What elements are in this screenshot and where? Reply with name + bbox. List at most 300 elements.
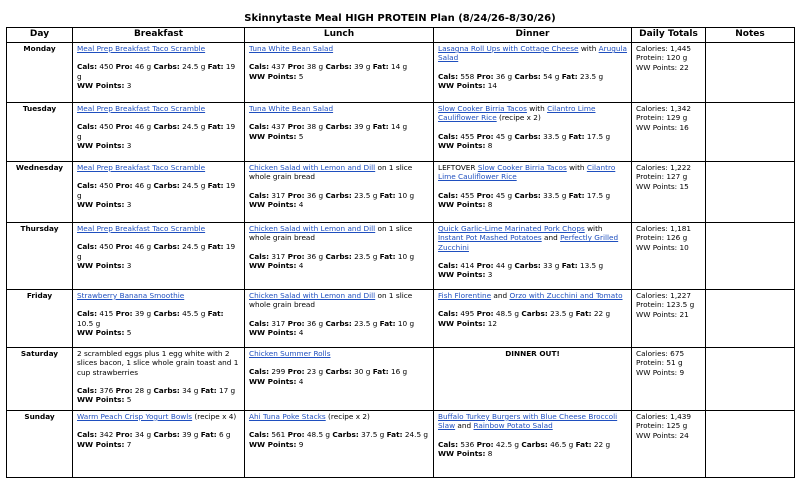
total-calories [636, 349, 701, 358]
day-name: Friday [7, 289, 73, 347]
pro-label: Pro: [476, 131, 494, 141]
ww-label: WW Points: [249, 200, 297, 210]
notes-cell[interactable] [706, 222, 795, 289]
protein-label: Protein: [636, 233, 665, 243]
meal-description [77, 44, 240, 53]
fat-value: 13.5 g [579, 261, 604, 271]
header-day: Day [7, 28, 73, 43]
pro-value: 23 g [306, 367, 324, 377]
ww-line [77, 81, 240, 90]
pro-value: 48.5 g [495, 309, 520, 319]
recipe-link[interactable]: Meal Prep Breakfast Taco Scramble [77, 103, 206, 113]
ww-label: WW Points: [77, 328, 125, 338]
fat-label: Fat: [379, 318, 396, 328]
ww-label: WW Points: [77, 141, 125, 151]
dinner-cell [434, 161, 632, 222]
cals-label: Cals: [249, 318, 270, 328]
cals-value: 317 [271, 251, 286, 261]
meal-description [77, 291, 240, 300]
fat-label: Fat: [379, 190, 396, 200]
daily-totals-cell [632, 347, 706, 410]
fat-value: 23.5 g [579, 71, 604, 81]
protein-value: 126 g [666, 233, 688, 243]
carbs-value: 23.5 g [354, 318, 378, 328]
day-row [7, 43, 795, 103]
header-daily-totals: Daily Totals [632, 28, 706, 43]
nutrition-line [438, 132, 627, 141]
recipe-link[interactable]: Cilantro Lime Cauliflower Rice [438, 162, 616, 182]
cals-label: Cals: [77, 62, 98, 72]
carbs-label: Carbs: [521, 309, 548, 319]
carbs-value: 39 g [354, 122, 371, 132]
pro-value: 42.5 g [495, 439, 520, 449]
cals-value: 455 [460, 190, 475, 200]
carbs-label: Carbs: [153, 242, 180, 252]
ww-points-label: WW Points: [636, 242, 678, 252]
carbs-value: 24.5 g [182, 242, 206, 252]
ww-points-label: WW Points: [636, 181, 678, 191]
meal-description [77, 412, 240, 421]
ww-value: 3 [126, 141, 132, 151]
ww-label: WW Points: [438, 318, 486, 328]
notes-cell[interactable] [706, 161, 795, 222]
ww-label: WW Points: [249, 328, 297, 338]
pro-label: Pro: [115, 242, 133, 252]
recipe-link[interactable]: Buffalo Turkey Burgers with Blue Cheese Broccoli Slaw [438, 411, 618, 431]
pro-label: Pro: [287, 430, 305, 440]
recipe-link[interactable]: Perfectly Grilled Zucchini [438, 233, 619, 252]
carbs-label: Carbs: [325, 367, 352, 377]
total-protein [636, 358, 701, 367]
ww-label: WW Points: [438, 141, 486, 151]
recipe-link[interactable]: Chicken Salad with Lemon and Dill [249, 223, 376, 233]
calories-label: Calories: [636, 290, 668, 300]
notes-cell[interactable] [706, 43, 795, 103]
recipe-link[interactable]: Slow Cooker Birria Tacos [438, 103, 527, 113]
nutrition-line [438, 440, 627, 449]
carbs-label: Carbs: [521, 439, 548, 449]
carbs-label: Carbs: [514, 261, 541, 271]
meal-description [438, 163, 627, 182]
pro-value: 36 g [495, 71, 513, 81]
protein-label: Protein: [636, 172, 665, 182]
nutrition-line [77, 62, 240, 81]
total-calories [636, 224, 701, 233]
fat-label: Fat: [200, 386, 217, 396]
meal-description [438, 44, 627, 63]
cals-label: Cals: [249, 122, 270, 132]
fat-label: Fat: [372, 122, 389, 132]
recipe-link[interactable]: Meal Prep Breakfast Taco Scramble [77, 162, 206, 172]
cals-label: Cals: [438, 309, 459, 319]
cals-label: Cals: [77, 430, 98, 440]
pro-label: Pro: [115, 309, 133, 319]
ww-label: WW Points: [249, 376, 297, 386]
carbs-label: Carbs: [325, 318, 352, 328]
meal-description [438, 104, 627, 123]
day-row [7, 161, 795, 222]
ww-points-label: WW Points: [636, 430, 678, 440]
calories-value: 1,439 [670, 411, 692, 421]
nutrition-line [77, 122, 240, 141]
lunch-cell [245, 410, 434, 477]
meal-text: with [566, 162, 587, 172]
cals-value: 376 [99, 386, 114, 396]
carbs-label: Carbs: [325, 251, 352, 261]
daily-totals-cell [632, 289, 706, 347]
meal-description [438, 412, 627, 431]
calories-label: Calories: [636, 411, 668, 421]
protein-value: 51 g [666, 358, 683, 368]
ww-value: 14 [487, 81, 498, 91]
ww-points-label: WW Points: [636, 309, 678, 319]
pro-value: 38 g [306, 122, 324, 132]
dinner-cell [434, 289, 632, 347]
pro-value: 46 g [134, 181, 152, 191]
calories-value: 1,445 [670, 44, 692, 53]
notes-cell[interactable] [706, 410, 795, 477]
ww-line [249, 72, 429, 81]
fat-label: Fat: [386, 430, 403, 440]
pro-value: 36 g [306, 318, 324, 328]
carbs-value: 24.5 g [182, 181, 206, 191]
document-title: Skinnytaste Meal HIGH PROTEIN Plan (8/24/26-8/30/26) [244, 13, 556, 24]
lunch-cell [245, 289, 434, 347]
pro-label: Pro: [476, 71, 494, 81]
day-name: Monday [7, 43, 73, 103]
recipe-link[interactable]: Quick Garlic-Lime Marinated Pork Chops [438, 223, 585, 233]
ww-line [77, 200, 240, 209]
meal-description [438, 291, 627, 300]
pro-value: 46 g [134, 242, 152, 252]
pro-label: Pro: [476, 309, 494, 319]
fat-value: 22 g [593, 439, 611, 449]
cals-label: Cals: [249, 251, 270, 261]
recipe-link[interactable]: Lasagna Roll Ups with Cottage Cheese [438, 44, 579, 53]
recipe-link[interactable]: Ahi Tuna Poke Stacks [249, 411, 326, 421]
nutrition-line [249, 319, 429, 328]
breakfast-cell [73, 410, 245, 477]
daily-totals-cell [632, 161, 706, 222]
ww-line [77, 440, 240, 449]
fat-value: 16 g [390, 367, 408, 377]
carbs-label: Carbs: [514, 131, 541, 141]
meal-text: on 1 slice whole grain bread [249, 223, 413, 243]
fat-label: Fat: [561, 71, 578, 81]
ww-value: 7 [126, 439, 132, 449]
pro-label: Pro: [115, 62, 133, 72]
meal-description [77, 163, 240, 172]
day-row [7, 289, 795, 347]
ww-points-value: 24 [679, 430, 689, 440]
ww-line [77, 395, 240, 404]
meal-text: with [578, 44, 599, 53]
ww-line [438, 141, 627, 150]
recipe-link[interactable]: Cilantro Lime Cauliflower Rice [438, 103, 596, 123]
recipe-link[interactable]: Chicken Salad with Lemon and Dill [249, 162, 376, 172]
meal-text: and [541, 233, 561, 243]
ww-points-label: WW Points: [636, 122, 678, 132]
carbs-label: Carbs: [514, 71, 541, 81]
ww-line [77, 261, 240, 270]
ww-points-value: 9 [679, 367, 685, 377]
carbs-label: Carbs: [153, 62, 180, 72]
total-protein [636, 113, 701, 122]
calories-value: 1,181 [670, 223, 692, 233]
fat-label: Fat: [372, 62, 389, 72]
recipe-link[interactable]: Slow Cooker Birria Tacos [477, 162, 567, 172]
total-protein [636, 300, 701, 309]
cals-value: 455 [460, 131, 475, 141]
pro-label: Pro: [287, 318, 305, 328]
pro-label: Pro: [287, 62, 305, 72]
meal-text: 2 scrambled eggs plus 1 egg white with 2 slices bacon, 1 slice whole grain toast and 1 cup strawberries [77, 348, 239, 377]
total-ww-points [636, 243, 701, 252]
ww-label: WW Points: [249, 71, 297, 81]
fat-label: Fat: [207, 122, 224, 132]
protein-label: Protein: [636, 53, 665, 63]
ww-label: WW Points: [77, 200, 125, 210]
ww-points-value: 16 [679, 122, 689, 132]
day-row [7, 347, 795, 410]
protein-label: Protein: [636, 113, 665, 123]
carbs-value: 34 g [182, 386, 199, 396]
meal-description [249, 349, 429, 358]
carbs-value: 39 g [182, 430, 199, 440]
nutrition-line [249, 252, 429, 261]
breakfast-cell [73, 347, 245, 410]
ww-label: WW Points: [77, 439, 125, 449]
nutrition-line [77, 386, 240, 395]
cals-label: Cals: [77, 309, 98, 319]
pro-value: 46 g [134, 62, 152, 72]
ww-label: WW Points: [77, 261, 125, 271]
protein-value: 127 g [666, 172, 688, 182]
total-calories [636, 412, 701, 421]
total-calories [636, 44, 701, 53]
recipe-link[interactable]: Meal Prep Breakfast Taco Scramble [77, 223, 206, 233]
ww-label: WW Points: [249, 439, 297, 449]
header-lunch: Lunch [245, 28, 434, 43]
total-ww-points [636, 63, 701, 72]
cals-label: Cals: [77, 242, 98, 252]
pro-label: Pro: [287, 251, 305, 261]
total-calories [636, 163, 701, 172]
nutrition-line [77, 242, 240, 261]
carbs-label: Carbs: [514, 190, 541, 200]
notes-cell[interactable] [706, 347, 795, 410]
cals-value: 437 [271, 122, 286, 132]
cals-value: 437 [271, 62, 286, 72]
fat-label: Fat: [200, 430, 217, 440]
recipe-link[interactable]: Chicken Salad with Lemon and Dill [249, 290, 376, 300]
ww-line [249, 328, 429, 337]
ww-line [438, 449, 627, 458]
fat-label: Fat: [568, 131, 585, 141]
ww-value: 4 [298, 376, 304, 386]
fat-value: 19 g [77, 242, 236, 261]
fat-label: Fat: [207, 242, 224, 252]
fat-value: 10.5 g [77, 318, 101, 328]
cals-value: 561 [271, 430, 286, 440]
pro-label: Pro: [115, 386, 133, 396]
lunch-cell [245, 347, 434, 410]
total-protein [636, 172, 701, 181]
recipe-link[interactable]: Strawberry Banana Smoothie [77, 290, 185, 300]
recipe-link[interactable]: Arugula Salad [438, 44, 628, 63]
recipe-link[interactable]: Instant Pot Mashed Potatoes [438, 233, 542, 243]
recipe-link[interactable]: Tuna White Bean Salad [249, 44, 334, 53]
pro-label: Pro: [115, 122, 133, 132]
recipe-link[interactable]: Fish Florentine [438, 290, 492, 300]
carbs-label: Carbs: [325, 62, 352, 72]
fat-value: 19 g [77, 122, 236, 141]
ww-label: WW Points: [249, 261, 297, 271]
ww-label: WW Points: [77, 81, 125, 91]
meal-description [438, 224, 627, 252]
pro-value: 36 g [306, 190, 324, 200]
dinner-out-text: DINNER OUT! [505, 348, 560, 358]
recipe-link[interactable]: Orzo with Zucchini and Tomato [509, 290, 623, 300]
recipe-link[interactable]: Rainbow Potato Salad [473, 421, 553, 431]
carbs-value: 33 g [543, 261, 560, 271]
carbs-value: 33.5 g [543, 131, 567, 141]
recipe-link[interactable]: Tuna White Bean Salad [249, 103, 334, 113]
cals-value: 342 [99, 430, 114, 440]
meal-text: and [491, 290, 510, 300]
fat-value: 14 g [390, 122, 408, 132]
recipe-link[interactable]: Warm Peach Crisp Yogurt Bowls [77, 411, 193, 421]
carbs-value: 46.5 g [550, 439, 574, 449]
nutrition-line [249, 122, 429, 131]
carbs-value: 30 g [354, 367, 371, 377]
fat-label: Fat: [575, 439, 592, 449]
carbs-value: 54 g [543, 71, 560, 81]
nutrition-line [438, 309, 627, 318]
daily-totals-cell [632, 43, 706, 103]
header-dinner: Dinner [434, 28, 632, 43]
fat-label: Fat: [575, 309, 592, 319]
carbs-label: Carbs: [153, 430, 180, 440]
ww-line [249, 440, 429, 449]
dinner-cell [434, 222, 632, 289]
fat-value: 17.5 g [586, 131, 611, 141]
total-ww-points [636, 431, 701, 440]
meal-text: LEFTOVER [438, 162, 478, 172]
pro-label: Pro: [287, 122, 305, 132]
calories-value: 1,222 [670, 162, 692, 172]
ww-value: 4 [298, 200, 304, 210]
total-ww-points [636, 310, 701, 319]
fat-value: 14 g [390, 62, 408, 72]
pro-value: 28 g [134, 386, 152, 396]
pro-value: 44 g [495, 261, 513, 271]
fat-label: Fat: [379, 251, 396, 261]
ww-line [438, 270, 627, 279]
total-protein [636, 421, 701, 430]
day-row [7, 222, 795, 289]
pro-label: Pro: [476, 439, 494, 449]
protein-value: 120 g [666, 53, 688, 63]
pro-value: 46 g [134, 122, 152, 132]
nutrition-line [438, 191, 627, 200]
pro-value: 45 g [495, 131, 513, 141]
carbs-value: 23.5 g [354, 190, 378, 200]
ww-points-label: WW Points: [636, 62, 678, 72]
calories-value: 1,342 [670, 103, 692, 113]
day-row [7, 102, 795, 161]
cals-label: Cals: [249, 430, 270, 440]
ww-points-value: 15 [679, 181, 689, 191]
recipe-link[interactable]: Meal Prep Breakfast Taco Scramble [77, 44, 206, 53]
ww-label: WW Points: [438, 200, 486, 210]
daily-totals-cell [632, 410, 706, 477]
carbs-label: Carbs: [153, 386, 180, 396]
fat-value: 17 g [218, 386, 236, 396]
carbs-value: 45.5 g [182, 309, 206, 319]
recipe-link[interactable]: Chicken Summer Rolls [249, 348, 331, 358]
dinner-cell [434, 102, 632, 161]
total-protein [636, 233, 701, 242]
ww-value: 3 [126, 200, 132, 210]
ww-value: 4 [298, 328, 304, 338]
fat-value: 10 g [397, 190, 415, 200]
cals-value: 299 [271, 367, 286, 377]
ww-line [249, 200, 429, 209]
carbs-value: 39 g [354, 62, 371, 72]
daily-totals-cell [632, 102, 706, 161]
fat-value: 6 g [218, 430, 231, 440]
ww-value: 9 [298, 439, 304, 449]
breakfast-cell [73, 222, 245, 289]
meal-text: (recipe x 4) [192, 411, 237, 421]
meal-text: on 1 slice whole grain bread [249, 162, 413, 182]
ww-value: 5 [298, 71, 304, 81]
pro-value: 48.5 g [306, 430, 331, 440]
notes-cell[interactable] [706, 289, 795, 347]
ww-value: 5 [126, 395, 132, 405]
carbs-value: 23.5 g [354, 251, 378, 261]
fat-value: 17.5 g [586, 190, 611, 200]
carbs-value: 24.5 g [182, 122, 206, 132]
pro-value: 45 g [495, 190, 513, 200]
ww-value: 8 [487, 200, 493, 210]
fat-label: Fat: [207, 181, 224, 191]
nutrition-line [249, 430, 429, 439]
total-calories [636, 104, 701, 113]
meal-description [249, 163, 429, 182]
header-row [7, 28, 795, 43]
ww-value: 8 [487, 141, 493, 151]
meal-text: (recipe x 2) [496, 113, 541, 123]
nutrition-line [249, 367, 429, 376]
ww-label: WW Points: [249, 131, 297, 141]
fat-label: Fat: [207, 309, 224, 319]
meal-description [249, 412, 429, 421]
lunch-cell [245, 102, 434, 161]
ww-points-label: WW Points: [636, 367, 678, 377]
calories-label: Calories: [636, 162, 668, 172]
protein-value: 125 g [666, 421, 688, 431]
cals-value: 450 [99, 62, 114, 72]
cals-value: 536 [460, 439, 475, 449]
nutrition-line [438, 261, 627, 270]
ww-line [438, 200, 627, 209]
cals-label: Cals: [77, 386, 98, 396]
ww-label: WW Points: [438, 270, 486, 280]
cals-label: Cals: [249, 367, 270, 377]
notes-cell[interactable] [706, 102, 795, 161]
